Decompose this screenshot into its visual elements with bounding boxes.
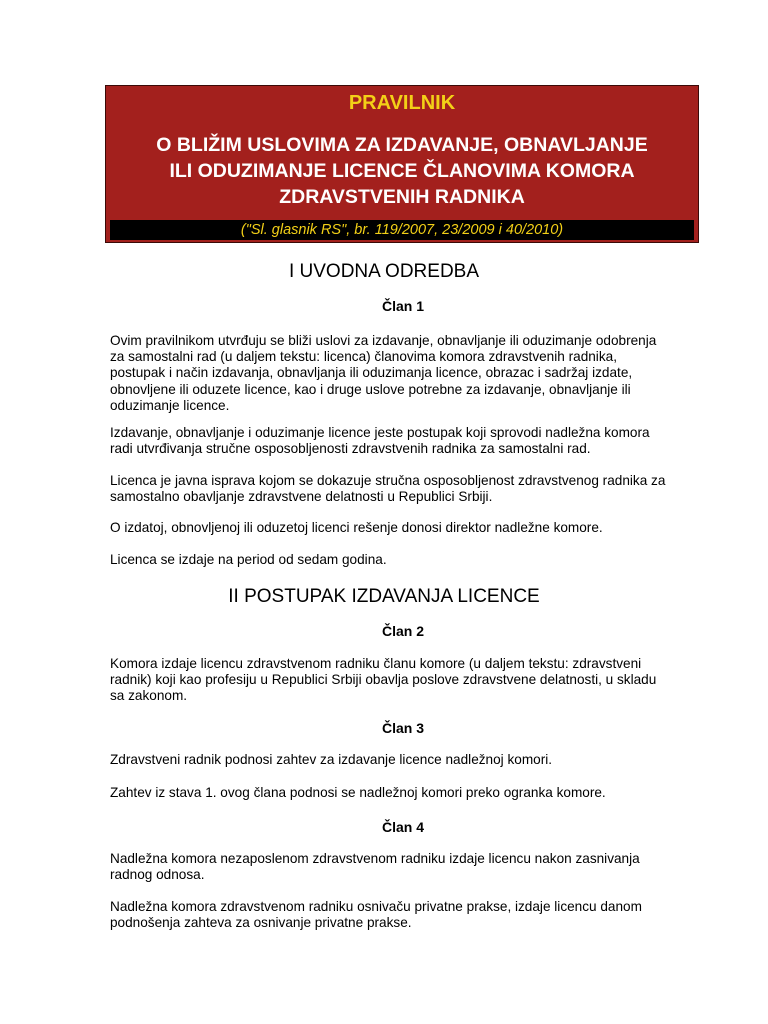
paragraph: Nadležna komora zdravstvenom radniku osnivaču privatne prakse, izdaje licencu danom podnošenja zahteva za osnivanje privatne prakse. xyxy=(110,899,642,931)
document-subtitle: O BLIŽIM USLOVIMA ZA IZDAVANJE, OBNAVLJANJE ILI ODUZIMANJE LICENCE ČLANOVIMA KOMORA ZDRAVSTVENIH RADNIKA xyxy=(156,134,648,208)
gazette-citation: ("Sl. glasnik RS", br. 119/2007, 23/2009 i 40/2010) xyxy=(110,220,694,240)
paragraph: Zahtev iz stava 1. ovog člana podnosi se nadležnoj komori preko ogranka komore. xyxy=(110,785,606,800)
paragraph: Licenca se izdaje na period od sedam godina. xyxy=(110,552,387,567)
article-heading: Član 3 xyxy=(381,720,424,736)
paragraph: Izdavanje, obnavljanje i oduzimanje licence jeste postupak koji sprovodi nadležna komora radi utvrđivanja stručne osposobljenosti zdravstvenih radnika za samostalni rad. xyxy=(110,425,650,457)
article-heading: Član 2 xyxy=(381,623,424,639)
article-heading: Član 1 xyxy=(381,298,424,314)
paragraph: Nadležna komora nezaposlenom zdravstvenom radniku izdaje licencu nakon zasnivanja radnog odnosa. xyxy=(110,851,640,883)
section-heading: I UVODNA ODREDBA xyxy=(288,261,480,282)
section-heading: II POSTUPAK IZDAVANJA LICENCE xyxy=(228,586,540,607)
paragraph: Komora izdaje licencu zdravstvenom radniku članu komore (u daljem tekstu: zdravstveni radnik) koji kao profesiju u Republici Srbiji obavlja poslove zdravstvene delatnosti, u skladu sa zakonom. xyxy=(110,656,657,704)
paragraph: O izdatoj, obnovljenoj ili oduzetoj licenci rešenje donosi direktor nadležne komore. xyxy=(110,520,603,535)
title-banner xyxy=(105,85,699,243)
paragraph: Ovim pravilnikom utvrđuju se bliži uslovi za izdavanje, obnavljanje ili oduzimanje odobrenja za samostalni rad (u daljem tekstu: licenca) članovima komora zdravstvenih radnika, postupak i način izdavanja, obnavljanja ili oduzimanja licence, obrazac i sadržaj izdate, obnovljene ili oduzete licence, kao i druge uslove potrebne za izdavanje, obnavljanje ili oduzimanje licence. xyxy=(110,333,657,413)
paragraph: Licenca je javna isprava kojom se dokazuje stručna osposobljenost zdravstvenog radnika za samostalno obavljanje zdravstvene delatnosti u Republici Srbiji. xyxy=(110,473,666,505)
article-heading: Član 4 xyxy=(381,819,424,835)
document-title: PRAVILNIK xyxy=(348,92,456,114)
paragraph: Zdravstveni radnik podnosi zahtev za izdavanje licence nadležnoj komori. xyxy=(110,752,553,767)
